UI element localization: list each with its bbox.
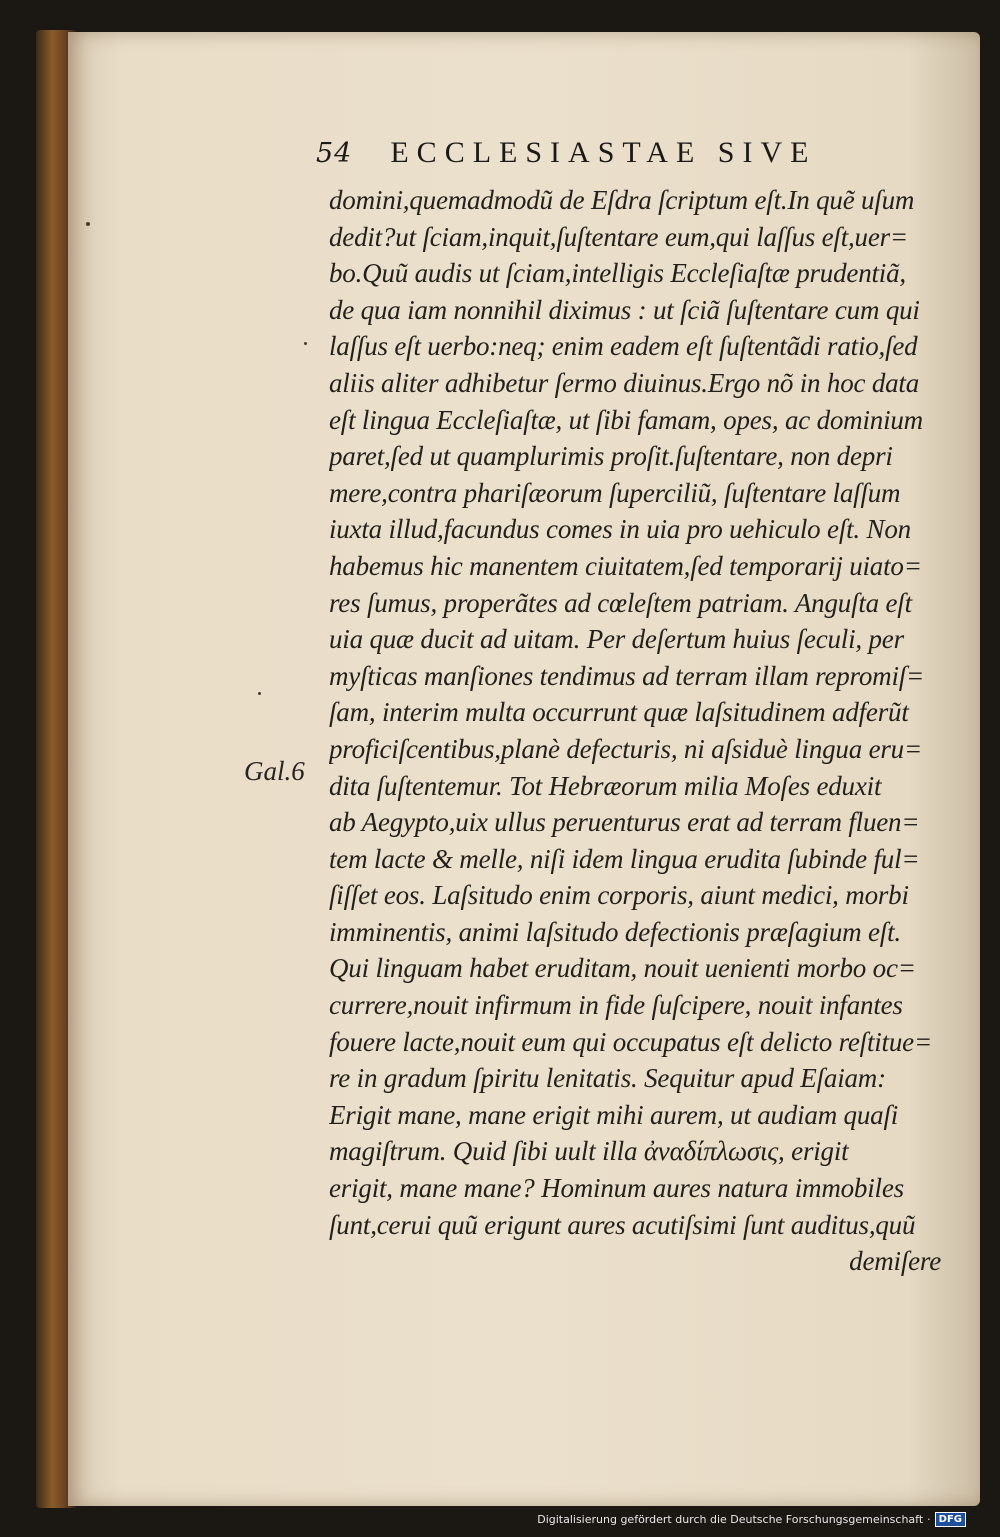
credit-text: Digitalisierung gefördert durch die Deutsche Forschungsgemeinschaft	[537, 1513, 924, 1526]
text-line: res ſumus, properãtes ad cœleſtem patriam. Anguſta eſt	[329, 587, 912, 618]
text-line: dita ſuſtentemur. Tot Hebræorum milia Moſes eduxit	[329, 770, 882, 801]
text-line: laſſus eſt uerbo:neq; enim eadem eſt ſuſtentãdi ratio,ſed	[329, 331, 918, 362]
text-line: iuxta illud,facundus comes in uia pro uehiculo eſt. Non	[329, 514, 911, 545]
text-line: Qui linguam habet eruditam, nouit uenienti morbo oc=	[329, 953, 916, 984]
paper-speck	[258, 692, 261, 695]
margin-note: Gal.6	[244, 756, 305, 786]
text-line: ſiſſet eos. Laſsitudo enim corporis, aiunt medici, morbi	[329, 880, 909, 911]
text-line: eſt lingua Eccleſiaſtæ, ut ſibi famam, opes, ac dominium	[329, 404, 923, 435]
text-line: mere,contra phariſæorum ſuperciliũ, ſuſtentare laſſum	[329, 477, 901, 508]
dfg-logo-icon: DFG	[935, 1512, 966, 1527]
text-line: uia quæ ducit ad uitam. Per deſertum huius ſeculi, per	[329, 624, 904, 655]
text-line: domini,quemadmodũ de Eſdra ſcriptum eſt.In quẽ uſum	[329, 185, 915, 215]
text-line: aliis aliter adhibetur ſermo diuinus.Ergo nõ in hoc data	[329, 367, 920, 398]
text-line: ſam, interim multa occurrunt quæ laſsitudinem adferũt	[329, 697, 909, 728]
running-title: ECCLESIASTAE SIVE	[390, 136, 817, 169]
text-line: erigit, mane mane? Hominum aures natura immobiles	[329, 1173, 904, 1204]
catchword: demiſere	[849, 1246, 941, 1277]
paper-speck	[304, 342, 307, 345]
text-line: de qua iam nonnihil diximus : ut ſciã ſuſtentare cum qui	[329, 294, 920, 325]
paper-speck	[86, 222, 90, 226]
text-line: ab Aegypto,uix ullus peruenturus erat ad terram fluen=	[329, 807, 920, 838]
footer-credit	[537, 1512, 966, 1527]
text-line: fouere lacte,nouit eum qui occupatus eſt delicto reſtitue=	[329, 1026, 932, 1057]
text-line: currere,nouit infirmum in fide ſuſcipere, nouit infantes	[329, 990, 903, 1021]
text-line: re in gradum ſpiritu lenitatis. Sequitur apud Eſaiam:	[329, 1063, 886, 1094]
text-line: Erigit mane, mane erigit mihi aurem, ut audiam quaſi	[329, 1099, 899, 1130]
text-block	[329, 182, 941, 1280]
text-line: paret,ſed ut quamplurimis proſit.ſuſtentare, non depri	[329, 441, 893, 472]
text-line: habemus hic manentem ciuitatem,ſed temporarij uiato=	[329, 550, 922, 581]
text-line: tem lacte & melle, niſi idem lingua erudita ſubinde ful=	[329, 843, 920, 874]
page-number: 54	[316, 138, 353, 169]
text-line: dedit?ut ſciam,inquit,ſuſtentare eum,qui laſſus eſt,uer=	[329, 221, 908, 252]
text-line: imminentis, animi laſsitudo defectionis præſagium eſt.	[329, 916, 901, 947]
text-line: bo.Quũ audis ut ſciam,intelligis Eccleſiaſtæ prudentiã,	[329, 258, 906, 289]
separator-dot: ·	[927, 1513, 931, 1526]
text-line: magiſtrum. Quid ſibi uult illa ἀναδίπλωσις, erigit	[329, 1136, 849, 1167]
running-head	[316, 136, 876, 180]
text-line: myſticas manſiones tendimus ad terram illam repromiſ=	[329, 660, 925, 691]
text-line: ſunt,cerui quũ erigunt aures acutiſsimi ſunt auditus,quũ	[329, 1209, 916, 1240]
text-line: proficiſcentibus,planè defecturis, ni aſsiduè lingua eru=	[329, 733, 922, 764]
